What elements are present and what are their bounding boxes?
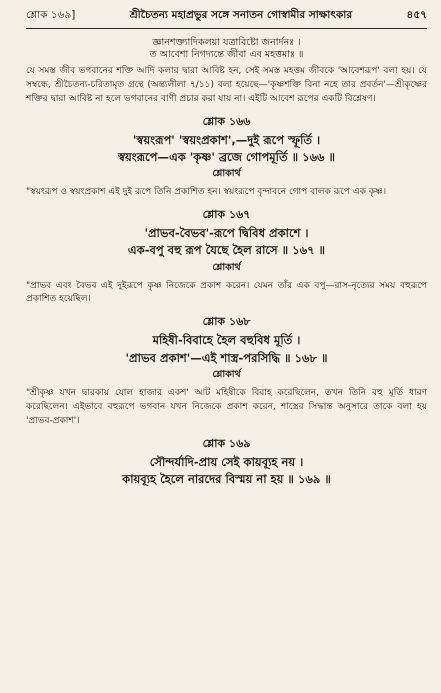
translation-text: "প্রাভব এবং বৈভব এই দুইরূপে কৃষ্ণ নিজেকে প্রকাশ করেন। যেমন তাঁর এক বপু—রাস-নৃত্যের সময় বহুরূপে প্রকাশিত হয়েছিল। [26,280,427,305]
translation-label: শ্লোকার্থ [212,261,241,273]
verse-line: এক-বপু বহু রূপ যৈছে হৈল রাসে ॥ ১৬৭ ॥ [127,243,326,258]
translation-text: "স্বয়ংরূপ ও স্বয়ংপ্রকাশ এই দুই রূপে তিনি প্রকাশিত হন। স্বয়ংরূপে বৃন্দাবনে গোপ বালক রূপে এক কৃষ্ণ। [26,187,387,198]
purport-paragraph: যে সমস্ত জীব ভগবানের শক্তি আদি কলার দ্বারা আবিষ্ট হন, সেই সমস্ত মহত্তম জীবকে 'আবেশরূপ' বলা হয়। যে সম্বন্ধে, শ্রীচৈতন্য-চরিতামৃত গ্রন্থে (অন্ত্যলীলা ৭/১১) বলা হয়েছে—'কৃষ্ণশক্তি বিনা নহে তার প্রবর্তন'—শ্রীকৃষ্ণের শক্তির দ্বারা আবিষ্ট না হলে ভগবানের বাণী প্রচার করা যায় না। এইটি আবেশ রূপের একটি বিশ্লেষণ। [26,65,427,104]
verse-line: 'প্রাভব প্রকাশ'—এই শাস্ত্র-পরসিদ্ধি ॥ ১৬৮ ॥ [125,350,328,365]
verse-line: কায়ব্যূহ হৈলে নারদের বিস্ময় না হয় ॥ ১৬৯ ॥ [122,471,331,486]
running-header [26,8,427,29]
verse-line: স্বয়ংরূপে—এক 'কৃষ্ণ' ব্রজে গোপমূর্তি ॥ ১৬৬ ॥ [117,149,336,164]
verse-line: 'প্রাভব-বৈভব'-রূপে দ্বিবিধ প্রকাশে । [144,226,309,240]
page-number: ৪৫৭ [406,9,427,21]
translation-text: "শ্রীকৃষ্ণ যখন দ্বারকায় যোল হাজার একশ' আট মহিষীকে বিবাহ করেছিলেন, তখন তিনি বহু মূর্তি ধারণ করেছিলেন। এইভাবে বহুরূপে ভগবান যখন নিজেকে প্রকাশ করেন, শাস্ত্রের সিদ্ধান্ত অনুসারে তাকে বলা হয় 'প্রাভব-প্রকাশ'। [26,387,427,426]
verse-line: মহিষী-বিবাহে হৈল বহুবিধ মূর্তি । [152,333,301,348]
verse-heading: শ্লোক ১৬৯ [202,436,251,450]
translation-label: শ্লোকার্থ [212,368,241,380]
header-title: শ্রীচৈতন্য মহাপ্রভুর সঙ্গে সনাতন গোস্বামীর সাক্ষাৎকার [129,9,353,21]
verse-line: সৌন্দর্যাদি-প্রায় সেই কায়ব্যূহ নয় । [149,454,304,469]
header-verse-ref: শ্লোক ১৬৯] [26,9,76,21]
quote-line: ত আবেশা নিগদ্যন্তে জীবা এব মহত্তমাঃ ॥ [149,48,304,60]
translation-label: শ্লোকার্থ [212,168,241,180]
verse-heading: শ্লোক ১৬৬ [202,114,251,128]
verse-heading: শ্লোক ১৬৮ [202,315,251,329]
sanskrit-quote [26,37,427,61]
verse-line: 'স্বয়ংরূপ' 'স্বয়ংপ্রকাশ',—দুই রূপে স্ফূর্তি । [132,132,321,147]
quote-line: জ্ঞানশক্ত্যাদিকলয়া যত্রাবিষ্টো জনার্দনঃ । [152,37,301,48]
verse-heading: শ্লোক ১৬৭ [202,208,251,221]
